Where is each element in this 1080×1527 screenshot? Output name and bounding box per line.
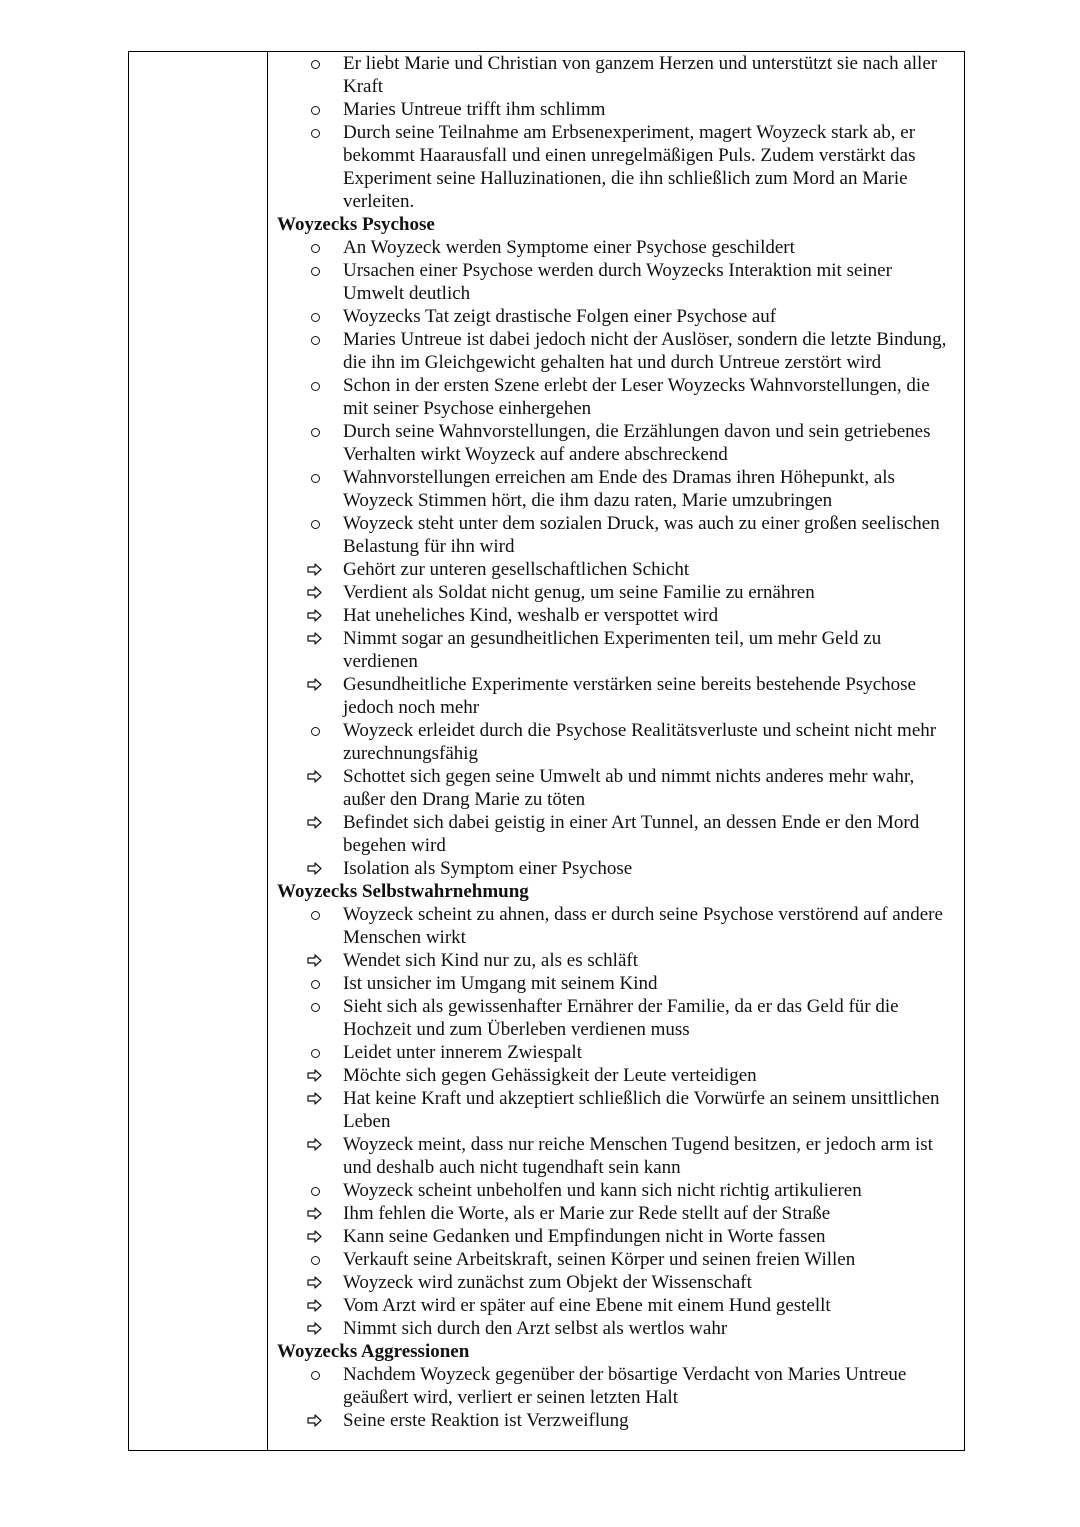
circle-bullet-icon <box>277 903 343 926</box>
arrow-list-item <box>277 1064 954 1087</box>
list-item-text: Schon in der ersten Szene erlebt der Leser Woyzecks Wahnvorstellungen, die mit seiner Psychose einhergehen <box>343 375 930 419</box>
arrow-right-icon <box>277 765 343 788</box>
arrow-right-icon <box>277 558 343 581</box>
arrow-right-icon <box>277 1317 343 1340</box>
arrow-list-item <box>277 558 954 581</box>
arrow-right-icon <box>277 673 343 696</box>
bullet-list-item <box>277 1041 954 1064</box>
list-item-text: Ursachen einer Psychose werden durch Woyzecks Interaktion mit seiner Umwelt deutlich <box>343 260 892 304</box>
arrow-list-item <box>277 765 954 811</box>
list-item-text: Ihm fehlen die Worte, als er Marie zur Rede stellt auf der Straße <box>343 1203 831 1224</box>
list-item-text: Gesundheitliche Experimente verstärken seine bereits bestehende Psychose jedoch noch mehr <box>343 674 916 718</box>
bullet-list-item <box>277 52 954 98</box>
arrow-right-icon <box>277 811 343 834</box>
bullet-list-item <box>277 236 954 259</box>
arrow-list-item <box>277 857 954 880</box>
list-item-text: Befindet sich dabei geistig in einer Art Tunnel, an dessen Ende er den Mord begehen wird <box>343 812 920 856</box>
list-item-text: Maries Untreue trifft ihm schlimm <box>343 99 606 120</box>
notes-table <box>128 51 965 1451</box>
bullet-list-item <box>277 466 954 512</box>
list-item-text: Woyzeck meint, dass nur reiche Menschen Tugend besitzen, er jedoch arm ist und deshalb auch nicht tugendhaft sein kann <box>343 1134 933 1178</box>
list-item-text: Verkauft seine Arbeitskraft, seinen Körper und seinen freien Willen <box>343 1249 856 1270</box>
list-item-text: Woyzeck wird zunächst zum Objekt der Wissenschaft <box>343 1272 752 1293</box>
bullet-list-item <box>277 719 954 765</box>
arrow-right-icon <box>277 627 343 650</box>
arrow-list-item <box>277 604 954 627</box>
list-item-text: Schottet sich gegen seine Umwelt ab und nimmt nichts anderes mehr wahr, außer den Drang Marie zu töten <box>343 766 915 810</box>
bullet-list-item <box>277 328 954 374</box>
arrow-right-icon <box>277 857 343 880</box>
bullet-list-item <box>277 1363 954 1409</box>
arrow-list-item <box>277 581 954 604</box>
arrow-right-icon <box>277 949 343 972</box>
section-heading: Woyzecks Psychose <box>277 214 435 235</box>
list-item-text: Durch seine Wahnvorstellungen, die Erzählungen davon und sein getriebenes Verhalten wirkt Woyzeck auf andere abschreckend <box>343 421 931 465</box>
notes-column <box>277 52 954 1432</box>
arrow-list-item <box>277 949 954 972</box>
arrow-right-icon <box>277 1202 343 1225</box>
circle-bullet-icon <box>277 1363 343 1386</box>
circle-bullet-icon <box>277 995 343 1018</box>
list-item-text: Möchte sich gegen Gehässigkeit der Leute verteidigen <box>343 1065 757 1086</box>
arrow-right-icon <box>277 581 343 604</box>
arrow-list-item <box>277 1271 954 1294</box>
bullet-list-item <box>277 512 954 558</box>
circle-bullet-icon <box>277 512 343 535</box>
column-divider <box>267 52 268 1450</box>
circle-bullet-icon <box>277 52 343 75</box>
list-item-text: Gehört zur unteren gesellschaftlichen Schicht <box>343 559 690 580</box>
circle-bullet-icon <box>277 1248 343 1271</box>
list-item-text: Woyzecks Tat zeigt drastische Folgen einer Psychose auf <box>343 306 777 327</box>
list-item-text: Hat uneheliches Kind, weshalb er verspottet wird <box>343 605 719 626</box>
list-item-text: Durch seine Teilnahme am Erbsenexperiment, magert Woyzeck stark ab, er bekommt Haarausfall und einen unregelmäßigen Puls. Zudem verstärkt das Experiment seine Halluzinationen, die ihn schließlich zum Mord an Marie verleiten. <box>343 122 916 212</box>
arrow-list-item <box>277 1294 954 1317</box>
list-item-text: Woyzeck erleidet durch die Psychose Realitätsverluste und scheint nicht mehr zurechnungsfähig <box>343 720 937 764</box>
arrow-right-icon <box>277 604 343 627</box>
bullet-list-item <box>277 1248 954 1271</box>
circle-bullet-icon <box>277 374 343 397</box>
list-item-text: Nachdem Woyzeck gegenüber der bösartige Verdacht von Maries Untreue geäußert wird, verliert er seinen letzten Halt <box>343 1364 907 1408</box>
list-item-text: Isolation als Symptom einer Psychose <box>343 858 633 879</box>
arrow-list-item <box>277 1133 954 1179</box>
bullet-list-item <box>277 995 954 1041</box>
bullet-list-item <box>277 1179 954 1202</box>
bullet-list-item <box>277 259 954 305</box>
list-item-text: Ist unsicher im Umgang mit seinem Kind <box>343 973 658 994</box>
list-item-text: Verdient als Soldat nicht genug, um seine Familie zu ernähren <box>343 582 815 603</box>
list-item-text: Maries Untreue ist dabei jedoch nicht der Auslöser, sondern die letzte Bindung, die ihn im Gleichgewicht gehalten hat und durch Untreue zerstört wird <box>343 329 947 373</box>
bullet-list-item <box>277 305 954 328</box>
section-heading: Woyzecks Selbstwahrnehmung <box>277 881 529 902</box>
arrow-list-item <box>277 673 954 719</box>
arrow-list-item <box>277 1087 954 1133</box>
list-item-text: Vom Arzt wird er später auf eine Ebene mit einem Hund gestellt <box>343 1295 831 1316</box>
circle-bullet-icon <box>277 420 343 443</box>
arrow-list-item <box>277 1225 954 1248</box>
arrow-list-item <box>277 627 954 673</box>
arrow-right-icon <box>277 1225 343 1248</box>
circle-bullet-icon <box>277 328 343 351</box>
circle-bullet-icon <box>277 1041 343 1064</box>
arrow-right-icon <box>277 1409 343 1432</box>
circle-bullet-icon <box>277 1179 343 1202</box>
bullet-list-item <box>277 121 954 213</box>
list-item-text: Er liebt Marie und Christian von ganzem Herzen und unterstützt sie nach aller Kraft <box>343 53 938 97</box>
list-item-text: Leidet unter innerem Zwiespalt <box>343 1042 582 1063</box>
list-item-text: Woyzeck scheint zu ahnen, dass er durch seine Psychose verstörend auf andere Menschen wirkt <box>343 904 943 948</box>
bullet-list-item <box>277 903 954 949</box>
arrow-right-icon <box>277 1271 343 1294</box>
list-item-text: Woyzeck steht unter dem sozialen Druck, was auch zu einer großen seelischen Belastung für ihn wird <box>343 513 940 557</box>
arrow-list-item <box>277 1409 954 1432</box>
list-item-text: Nimmt sogar an gesundheitlichen Experimenten teil, um mehr Geld zu verdienen <box>343 628 882 672</box>
list-item-text: Nimmt sich durch den Arzt selbst als wertlos wahr <box>343 1318 728 1339</box>
circle-bullet-icon <box>277 259 343 282</box>
list-item-text: Wahnvorstellungen erreichen am Ende des Dramas ihren Höhepunkt, als Woyzeck Stimmen hört, die ihm dazu raten, Marie umzubringen <box>343 467 895 511</box>
list-item-text: Sieht sich als gewissenhafter Ernährer der Familie, da er das Geld für die Hochzeit und zum Überleben verdienen muss <box>343 996 899 1040</box>
bullet-list-item <box>277 374 954 420</box>
arrow-right-icon <box>277 1133 343 1156</box>
arrow-right-icon <box>277 1087 343 1110</box>
circle-bullet-icon <box>277 98 343 121</box>
list-item-text: Kann seine Gedanken und Empfindungen nicht in Worte fassen <box>343 1226 826 1247</box>
circle-bullet-icon <box>277 121 343 144</box>
circle-bullet-icon <box>277 972 343 995</box>
circle-bullet-icon <box>277 236 343 259</box>
list-item-text: Wendet sich Kind nur zu, als es schläft <box>343 950 639 971</box>
section-heading: Woyzecks Aggressionen <box>277 1341 470 1362</box>
list-item-text: Woyzeck scheint unbeholfen und kann sich nicht richtig artikulieren <box>343 1180 862 1201</box>
circle-bullet-icon <box>277 466 343 489</box>
list-item-text: An Woyzeck werden Symptome einer Psychose geschildert <box>343 237 795 258</box>
arrow-list-item <box>277 1202 954 1225</box>
list-item-text: Hat keine Kraft und akzeptiert schließlich die Vorwürfe an seinem unsittlichen Leben <box>343 1088 940 1132</box>
arrow-list-item <box>277 1317 954 1340</box>
arrow-right-icon <box>277 1064 343 1087</box>
circle-bullet-icon <box>277 305 343 328</box>
bullet-list-item <box>277 98 954 121</box>
bullet-list-item <box>277 972 954 995</box>
bullet-list-item <box>277 420 954 466</box>
circle-bullet-icon <box>277 719 343 742</box>
arrow-list-item <box>277 811 954 857</box>
arrow-right-icon <box>277 1294 343 1317</box>
list-item-text: Seine erste Reaktion ist Verzweiflung <box>343 1410 629 1431</box>
